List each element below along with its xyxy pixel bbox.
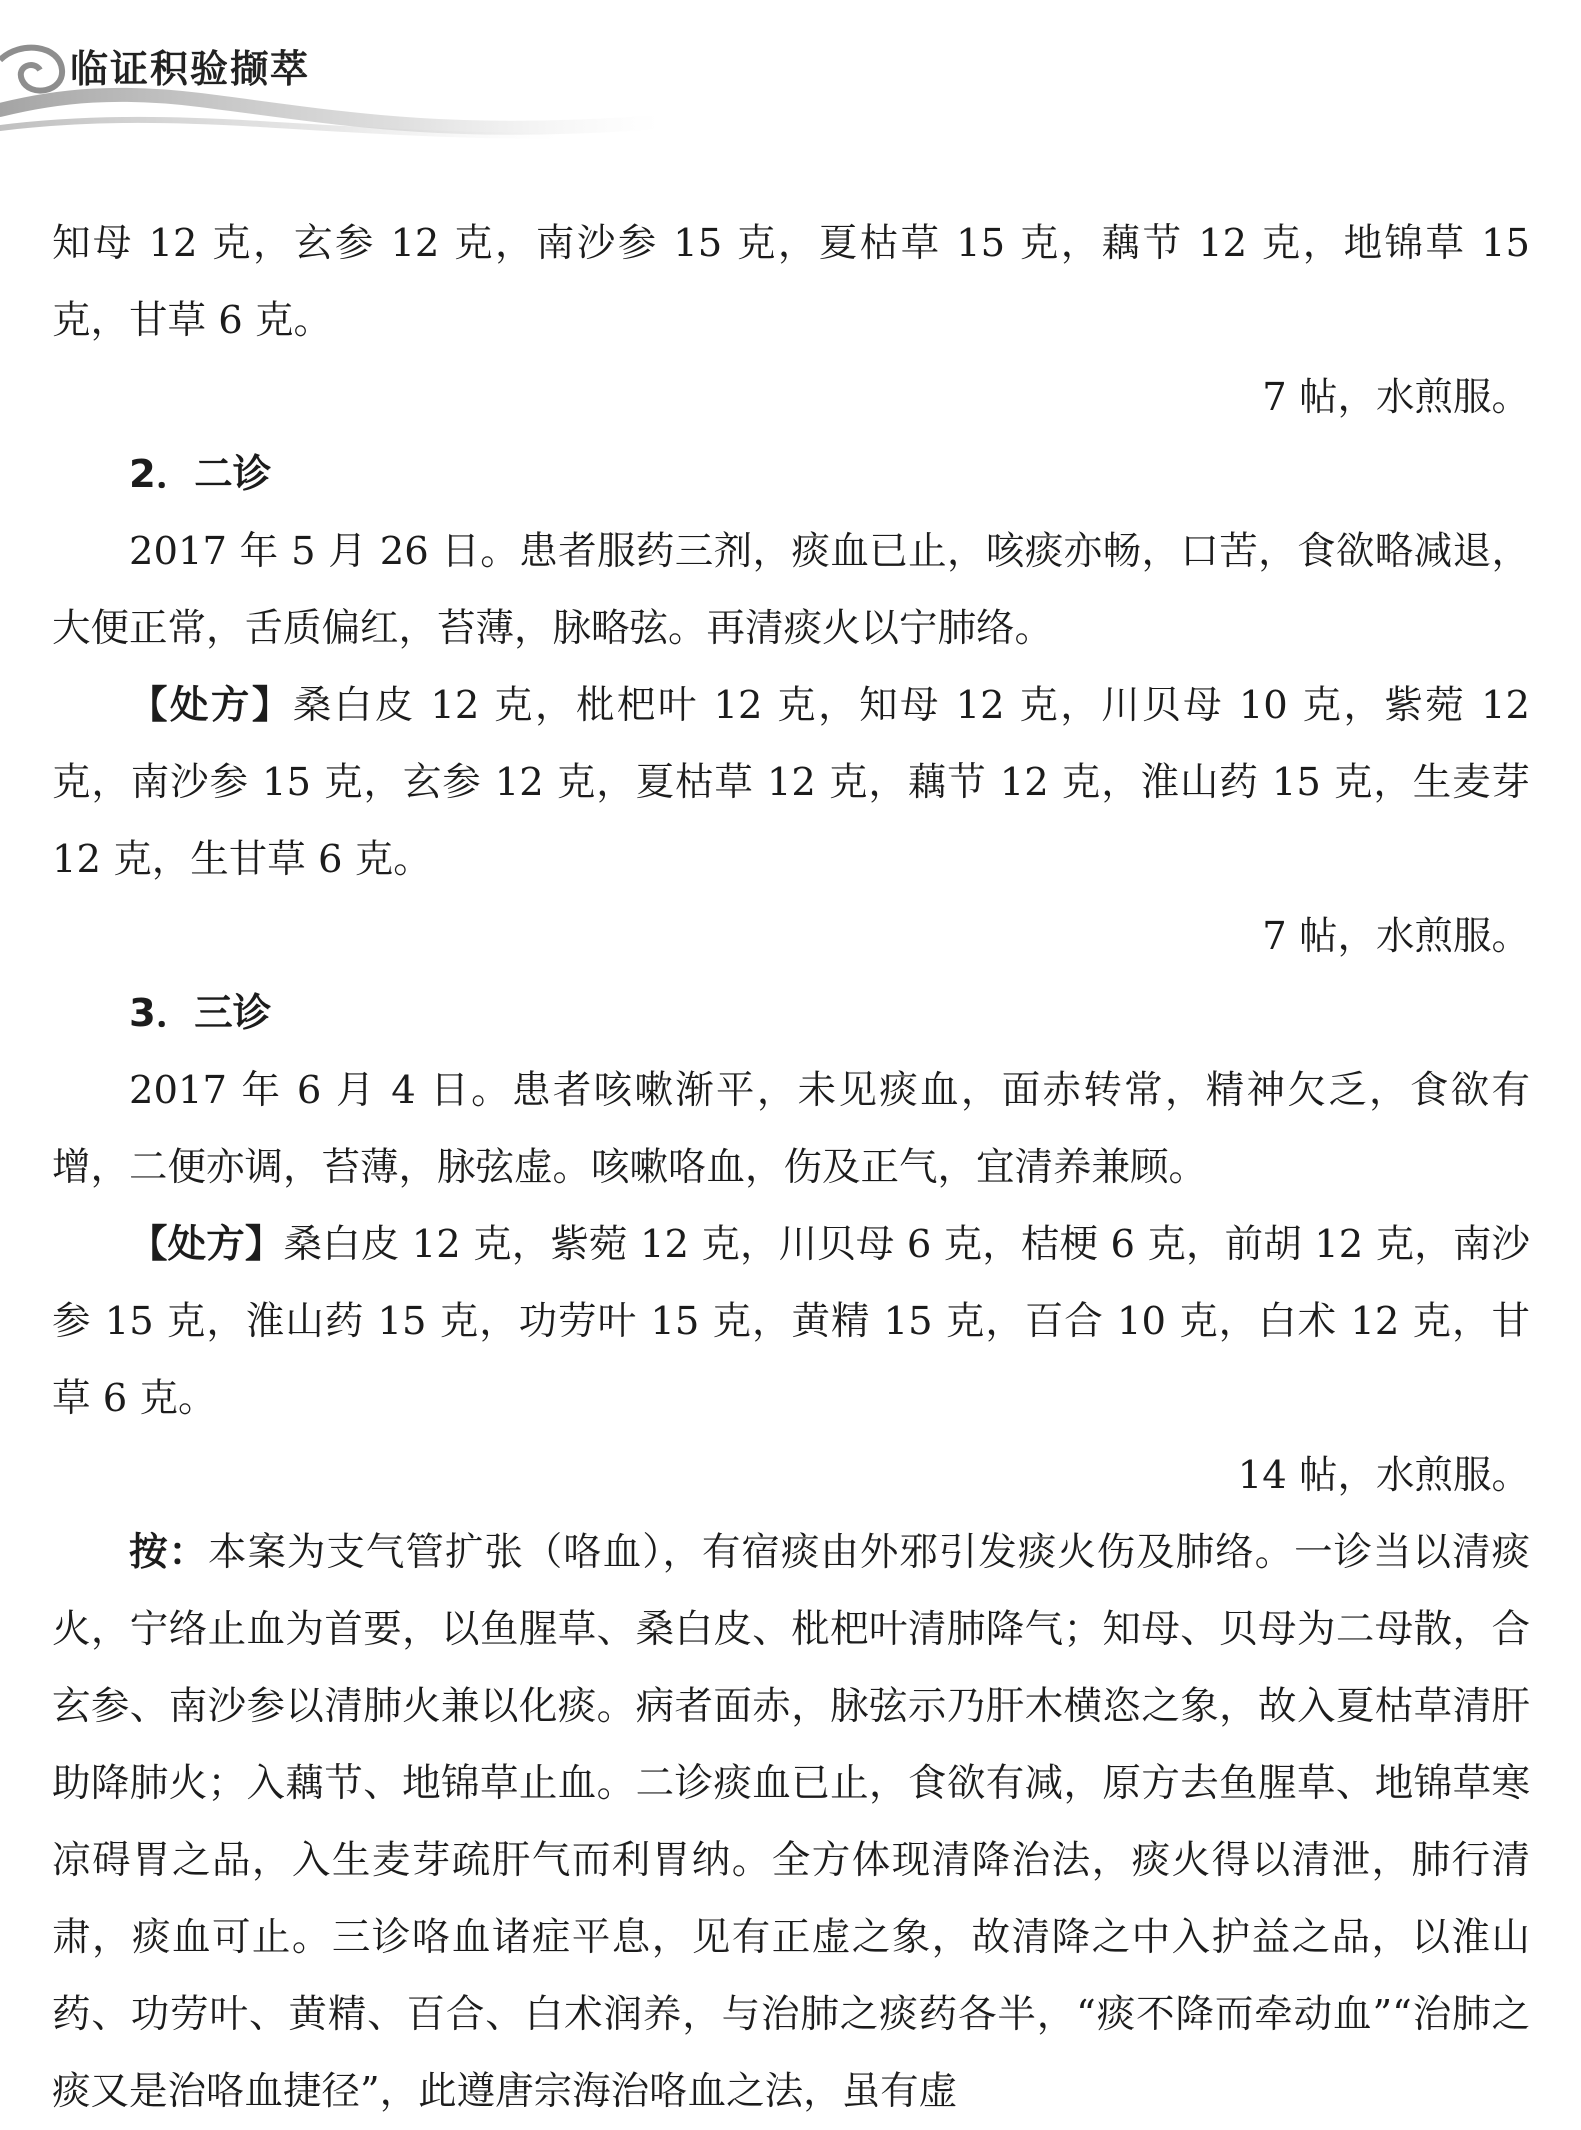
page-header xyxy=(0,0,1581,150)
dosage-line: 7 帖，水煎服。 xyxy=(1262,375,1530,420)
prescription-text: 桑白皮 12 克，枇杷叶 12 克，知母 12 克，川贝母 10 克，紫菀 12 克，南沙参 15 克，玄参 12 克，夏枯草 12 克，藕节 12 克，淮山药 15 克，生麦芽 12 克，生甘草 6 克。 xyxy=(52,683,1530,882)
dosage-line: 7 帖，水煎服。 xyxy=(1262,914,1530,959)
visit-3-prescription xyxy=(52,1206,1530,1437)
visit-2-prescription xyxy=(52,667,1530,898)
prescription-label: 【处方】 xyxy=(129,683,293,728)
running-head-title: 临证积验撷萃 xyxy=(70,47,311,91)
prescription-continuation: 知母 12 克，玄参 12 克，南沙参 15 克，夏枯草 15 克，藕节 12 克，地锦草 15 克，甘草 6 克。 xyxy=(52,221,1530,343)
commentary-paragraph xyxy=(52,1514,1530,2130)
visit-2-description: 2017 年 5 月 26 日。患者服药三剂，痰血已止，咳痰亦畅，口苦，食欲略减退，大便正常，舌质偏红，苔薄，脉略弦。再清痰火以宁肺络。 xyxy=(52,529,1530,651)
page-body xyxy=(52,205,1530,2130)
prescription-text: 桑白皮 12 克，紫菀 12 克，川贝母 6 克，桔梗 6 克，前胡 12 克，南沙参 15 克，淮山药 15 克，功劳叶 15 克，黄精 15 克，百合 10 克，白术 12 克，甘草 6 克。 xyxy=(52,1222,1530,1421)
section-heading-visit-2: 2．二诊 xyxy=(129,452,272,497)
section-heading-visit-3: 3．三诊 xyxy=(129,991,272,1036)
commentary-label: 按： xyxy=(129,1530,208,1575)
visit-3-description: 2017 年 6 月 4 日。患者咳嗽渐平，未见痰血，面赤转常，精神欠乏，食欲有增，二便亦调，苔薄，脉弦虚。咳嗽咯血，伤及正气，宜清养兼顾。 xyxy=(52,1068,1530,1190)
commentary-text: 本案为支气管扩张（咯血），有宿痰由外邪引发痰火伤及肺络。一诊当以清痰火，宁络止血为首要，以鱼腥草、桑白皮、枇杷叶清肺降气；知母、贝母为二母散，合玄参、南沙参以清肺火兼以化痰。病者面赤，脉弦示乃肝木横恣之象，故入夏枯草清肝助降肺火；入藕节、地锦草止血。二诊痰血已止，食欲有减，原方去鱼腥草、地锦草寒凉碍胃之品，入生麦芽疏肝气而利胃纳。全方体现清降治法，痰火得以清泄，肺行清肃，痰血可止。三诊咯血诸症平息，见有正虚之象，故清降之中入护益之品，以淮山药、功劳叶、黄精、百合、白术润养，与治肺之痰药各半，“痰不降而牵动血”“治肺之痰又是治咯血捷径”，此遵唐宗海治咯血之法，虽有虚 xyxy=(52,1530,1530,2114)
dosage-line: 14 帖，水煎服。 xyxy=(1237,1453,1530,1498)
prescription-label: 【处方】 xyxy=(129,1222,284,1267)
